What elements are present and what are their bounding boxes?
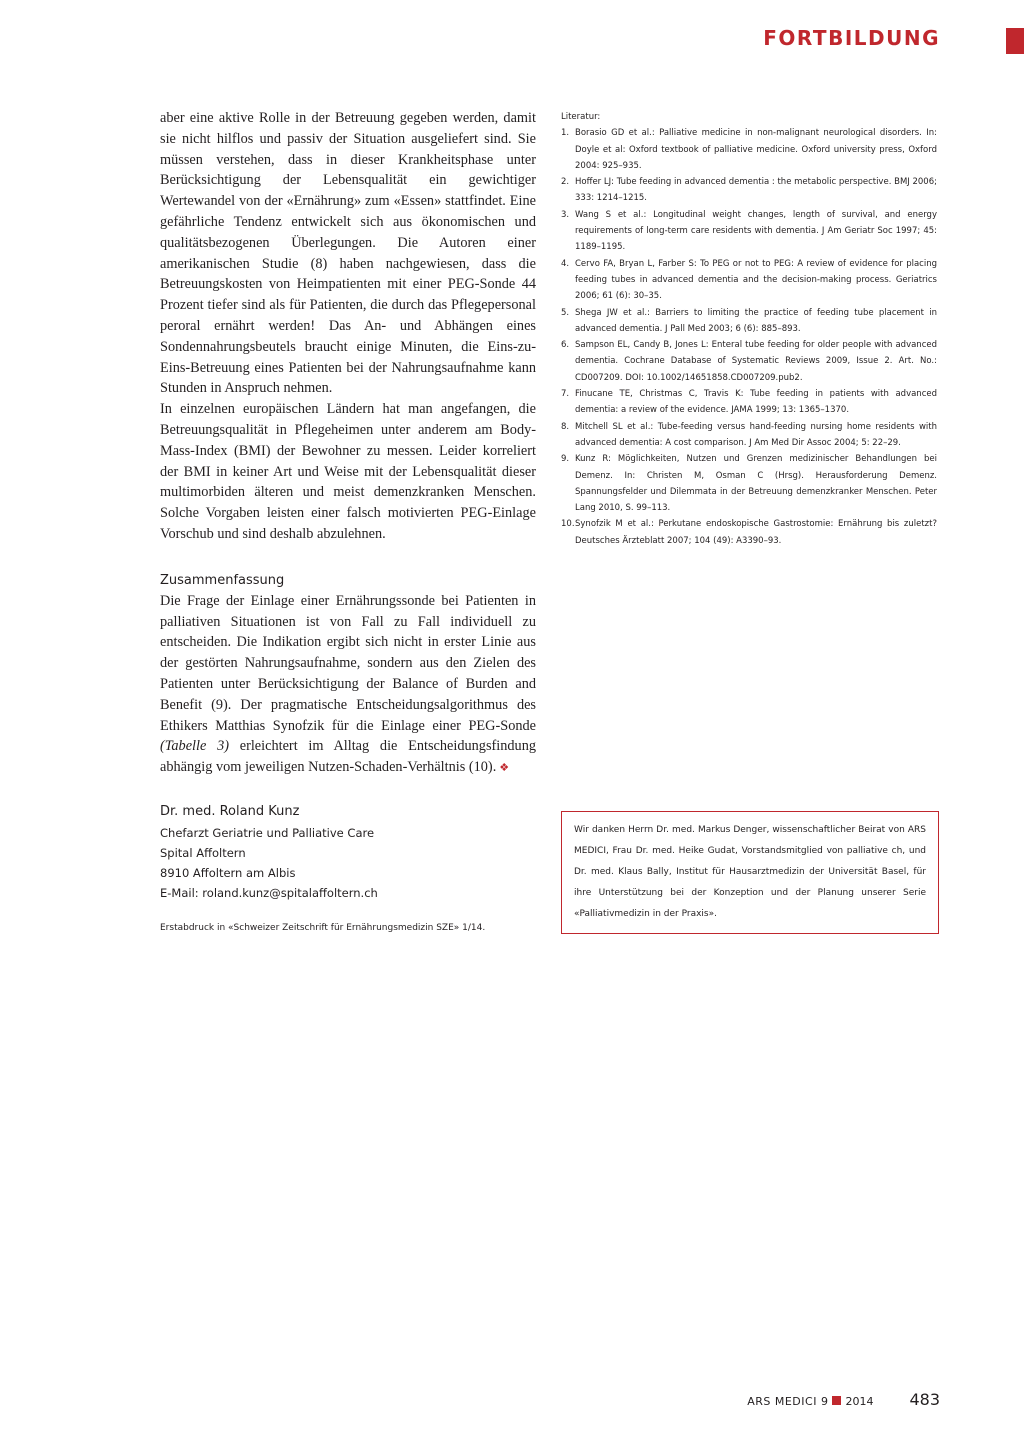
reference-text: Borasio GD et al.: Palliative medicine in non-malignant neurological disorders. In: Doyle et al: Oxford textbook of palliative medicine. Oxford university press, Oxford 2004: 925–935.: [575, 128, 937, 171]
body-paragraph: aber eine aktive Rolle in der Betreuung gegeben werden, damit sie nicht hilflos und passiv der Situation ausgeliefert sind. Sie müssen verstehen, dass in dieser Krankheitsphase unter Berücksichtigung der Lebensqualität ein gewichtiger Wertewandel von der «Ernährung» zum «Essen» stattfindet. Eine gefährliche Tendenz entwickelt sich aus ökonomischen und qualitätsbezogenen Überlegungen. Die Autoren einer amerikanischen Studie (8) haben nachgewiesen, dass die Betreuungskosten von Heimpatienten mit einer PEG-Sonde 44 Prozent tiefer sind als für Patienten, die durch das Pflegepersonal peroral ernährt werden! Das An- und Abhängen eines Sondennahrungsbeutels braucht einige Minuten, die Eins-zu-Eins-Betreuung eines Patienten bei der Nahrungsaufnahme kann Stunden in Anspruch nehmen.: [160, 110, 536, 397]
reference-number: 6.: [561, 340, 570, 351]
reference-text: Shega JW et al.: Barriers to limiting the practice of feeding tube placement in advanced dementia. J Pall Med 2003; 6 (6): 885–893.: [575, 307, 937, 334]
square-separator-icon: [832, 1396, 841, 1405]
reference-item: [561, 256, 937, 305]
section-marker: [1006, 28, 1024, 54]
reference-text: Sampson EL, Candy B, Jones L: Enteral tube feeding for older people with advanced dementia. Cochrane Database of Systematic Reviews 2009, Issue 2. Art. No.: CD007209. DOI: 10.1002/14651858.CD007209.pub2.: [575, 340, 937, 383]
summary-heading: Zusammenfassung: [160, 572, 285, 588]
reference-text: Synofzik M et al.: Perkutane endoskopische Gastrostomie: Ernährung bis zuletzt? Deutsches Ärzteblatt 2007; 104 (49): A3390–93.: [575, 519, 937, 546]
reference-number: 3.: [561, 209, 570, 220]
reference-number: 4.: [561, 258, 570, 269]
reference-item: [561, 516, 937, 549]
reference-text: Cervo FA, Bryan L, Farber S: To PEG or not to PEG: A review of evidence for placing feeding tubes in advanced dementia and the decision-making process. Geriatrics 2006; 61 (6): 30–35.: [575, 258, 937, 302]
reference-number: 2.: [561, 177, 570, 188]
literature-title: Literatur:: [561, 112, 601, 122]
reference-number: 1.: [561, 128, 570, 139]
reference-number: 9.: [561, 454, 570, 465]
article-body: [160, 108, 536, 779]
page-footer: [747, 1390, 940, 1409]
literature-column: [561, 109, 937, 549]
reference-item: [561, 174, 937, 207]
author-position: Chefarzt Geriatrie und Palliative Care: [160, 825, 375, 840]
section-title: FORTBILDUNG: [763, 26, 940, 50]
reprint-note: Erstabdruck in «Schweizer Zeitschrift für Ernährungsmedizin SZE» 1/14.: [160, 922, 486, 933]
table-reference: (Tabelle 3): [160, 738, 229, 755]
body-paragraph: In einzelnen europäischen Ländern hat man angefangen, die Betreuungsqualität in Pflegeheimen unter anderem am Body-Mass-Index (BMI) der Bewohner zu messen. Leider korreliert der BMI in keiner Art und Weise mit der Lebensqualität dieser multimorbiden älteren und meist demenzkranken Menschen. Solche Vorgaben leisten einer falsch motivierten PEG-Einlage Vorschub und sind deshalb abzulehnen.: [160, 401, 536, 542]
reference-text: Finucane TE, Christmas C, Travis K: Tube feeding in patients with advanced dementia: a review of the evidence. JAMA 1999; 13: 1365–1370.: [575, 389, 937, 416]
reference-text: Mitchell SL et al.: Tube-feeding versus hand-feeding nursing home residents with advanced dementia: A cost comparison. J Am Med Dir Assoc 2004; 5: 22–29.: [575, 421, 937, 448]
reference-item: [561, 125, 937, 174]
page-number: 483: [909, 1390, 940, 1409]
reference-number: 7.: [561, 389, 570, 400]
reference-item: [561, 451, 937, 516]
summary-text-end: erleichtert im Alltag die Entscheidungsfindung abhängig vom jeweiligen Nutzen-Schaden-Verhältnis (10).: [160, 738, 536, 776]
reference-number: 10.: [561, 519, 575, 530]
reference-item: [561, 419, 937, 452]
end-mark-icon: ❖: [499, 762, 510, 775]
author-name: Dr. med. Roland Kunz: [160, 803, 300, 819]
author-email[interactable]: E-Mail: roland.kunz@spitalaffoltern.ch: [160, 885, 378, 900]
main-column: [160, 108, 536, 935]
acknowledgement-box: Wir danken Herrn Dr. med. Markus Denger, wissenschaftlicher Beirat von ARS MEDICI, Frau Dr. med. Heike Gudat, Vorstandsmitglied von palliative ch, und Dr. med. Klaus Bally, Institut für Hausarztmedizin der Universität Basel, für ihre Unterstützung bei der Konzeption und der Planung unserer Serie «Palliativmedizin in der Praxis».: [561, 811, 939, 934]
journal-issue: ARS MEDICI 9: [747, 1395, 829, 1408]
reference-text: Hoffer LJ: Tube feeding in advanced dementia : the metabolic perspective. BMJ 2006; 333: 1214–1215.: [575, 177, 937, 204]
reference-item: [561, 386, 937, 419]
reference-item: [561, 207, 937, 256]
summary-paragraph: [160, 591, 536, 779]
reference-number: 8.: [561, 421, 570, 432]
author-address: 8910 Affoltern am Albis: [160, 865, 296, 880]
reference-list: [561, 125, 937, 549]
reference-item: [561, 337, 937, 386]
reference-text: Kunz R: Möglichkeiten, Nutzen und Grenzen medizinischer Behandlungen bei Demenz. In: Christen M, Osman C (Hrsg). Herausforderung Demenz. Spannungsfelder und Dilemmata in der Betreuung demenzkranker Menschen. Peter Lang 2010, S. 99–113.: [575, 454, 937, 514]
summary-text: Die Frage der Einlage einer Ernährungssonde bei Patienten in palliativen Situationen ist von Fall zu Fall individuell zu entscheiden. Die Indikation ergibt sich nicht in erster Linie aus der gestörten Nahrungsaufnahme, sondern aus den Zielen des Patienten unter Berücksichtigung der Balance of Burden and Benefit (9). Der pragmatische Entscheidungsalgorithmus des Ethikers Matthias Synofzik für die Einlage einer PEG-Sonde: [160, 592, 536, 734]
author-block: [160, 801, 536, 903]
reference-item: [561, 305, 937, 338]
reference-number: 5.: [561, 307, 570, 318]
author-institution: Spital Affoltern: [160, 845, 246, 860]
reference-text: Wang S et al.: Longitudinal weight changes, length of survival, and energy requirements of long-term care residents with dementia. J Am Geriatr Soc 1997; 45: 1189–1195.: [575, 209, 937, 253]
journal-year: 2014: [845, 1395, 874, 1408]
